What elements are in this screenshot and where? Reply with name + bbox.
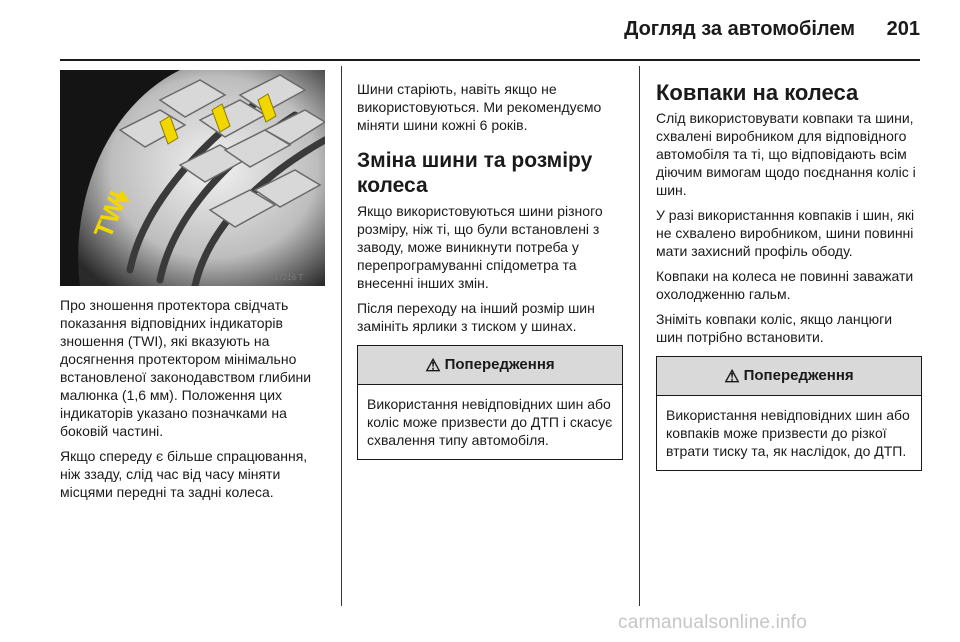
tyre-tread-drawing [60,70,325,286]
warning-text: Використання невідповідних шин або коліс може призвести до ДТП і скасує схвалення типу автомобіля. [367,396,613,448]
column-divider-1 [341,66,342,606]
watermark: carmanualsonline.info [618,612,808,633]
warning-triangle-icon: ⚠ [425,355,441,375]
column-1 [60,296,328,508]
paragraph-snow-chains: Зніміть ковпаки коліс, якщо ланцюги шин потрібно встановити. [656,311,893,345]
page-header-title: Догляд за автомобілем [624,18,855,40]
paragraph-approved-covers: Слід використовувати ковпаки та шини, схвалені виробником для відповідного автомобіля та ті, що відповідають всім діючим вимогам щодо поєднання коліс і шин. [656,110,916,198]
heading-wheel-covers: Ковпаки на колеса [656,80,859,105]
paragraph-brake-cooling: Ковпаки на колеса не повинні заважати охолодженню гальм. [656,268,914,302]
warning-header [657,357,921,396]
figure-code: 17216 T [274,273,304,282]
column-3 [656,80,922,471]
paragraph-tyre-ageing: Шини старіють, навіть якщо не використовуються. Ми рекомендуємо міняти шини кожні 6 років. [357,81,602,133]
page-number: 201 [886,18,920,40]
heading-tyre-wheel-size: Зміна шини та розміру колеса [357,149,593,197]
paragraph-different-size: Якщо використовуються шини різного розміру, ніж ті, що були встановлені з заводу, може виникнути потреба у перепрограмуванні спідометра та внесенні інших змін. [357,203,603,291]
paragraph-tread-wear-indicators: Про зношення протектора свідчать показання відповідних індикаторів зношення (TWI), які вказують на досягнення протектором мінімально встановленої законодавством глибини малюнка (1,6 мм). Положення цих індикаторів указано позначками на боковій частині. [60,297,312,439]
paragraph-front-rear-wear: Якщо спереду є більше спрацювання, ніж ззаду, слід час від часу міняти місцями передні та задні колеса. [60,448,308,500]
warning-box-wheel-covers [656,356,922,471]
warning-triangle-icon: ⚠ [724,366,740,386]
paragraph-pressure-labels: Після переходу на інший розмір шин замініть ярлики з тиском у шинах. [357,300,595,334]
warning-box-tyres-wheels [357,345,623,460]
warning-title: Попередження [743,367,854,384]
twi-label: TWI [87,186,134,243]
column-2 [357,80,623,460]
column-divider-2 [639,66,640,606]
header-divider [60,59,920,61]
warning-text: Використання невідповідних шин або ковпаків може призвести до різкої втрати тиску та, як наслідок, до ДТП. [666,407,910,459]
paragraph-rim-protection: У разі використанння ковпаків і шин, які не схвалено виробником, шини повинні мати захисний профіль ободу. [656,207,915,259]
tyre-tread-illustration [60,70,325,286]
warning-title: Попередження [444,356,555,373]
warning-header [358,346,622,385]
